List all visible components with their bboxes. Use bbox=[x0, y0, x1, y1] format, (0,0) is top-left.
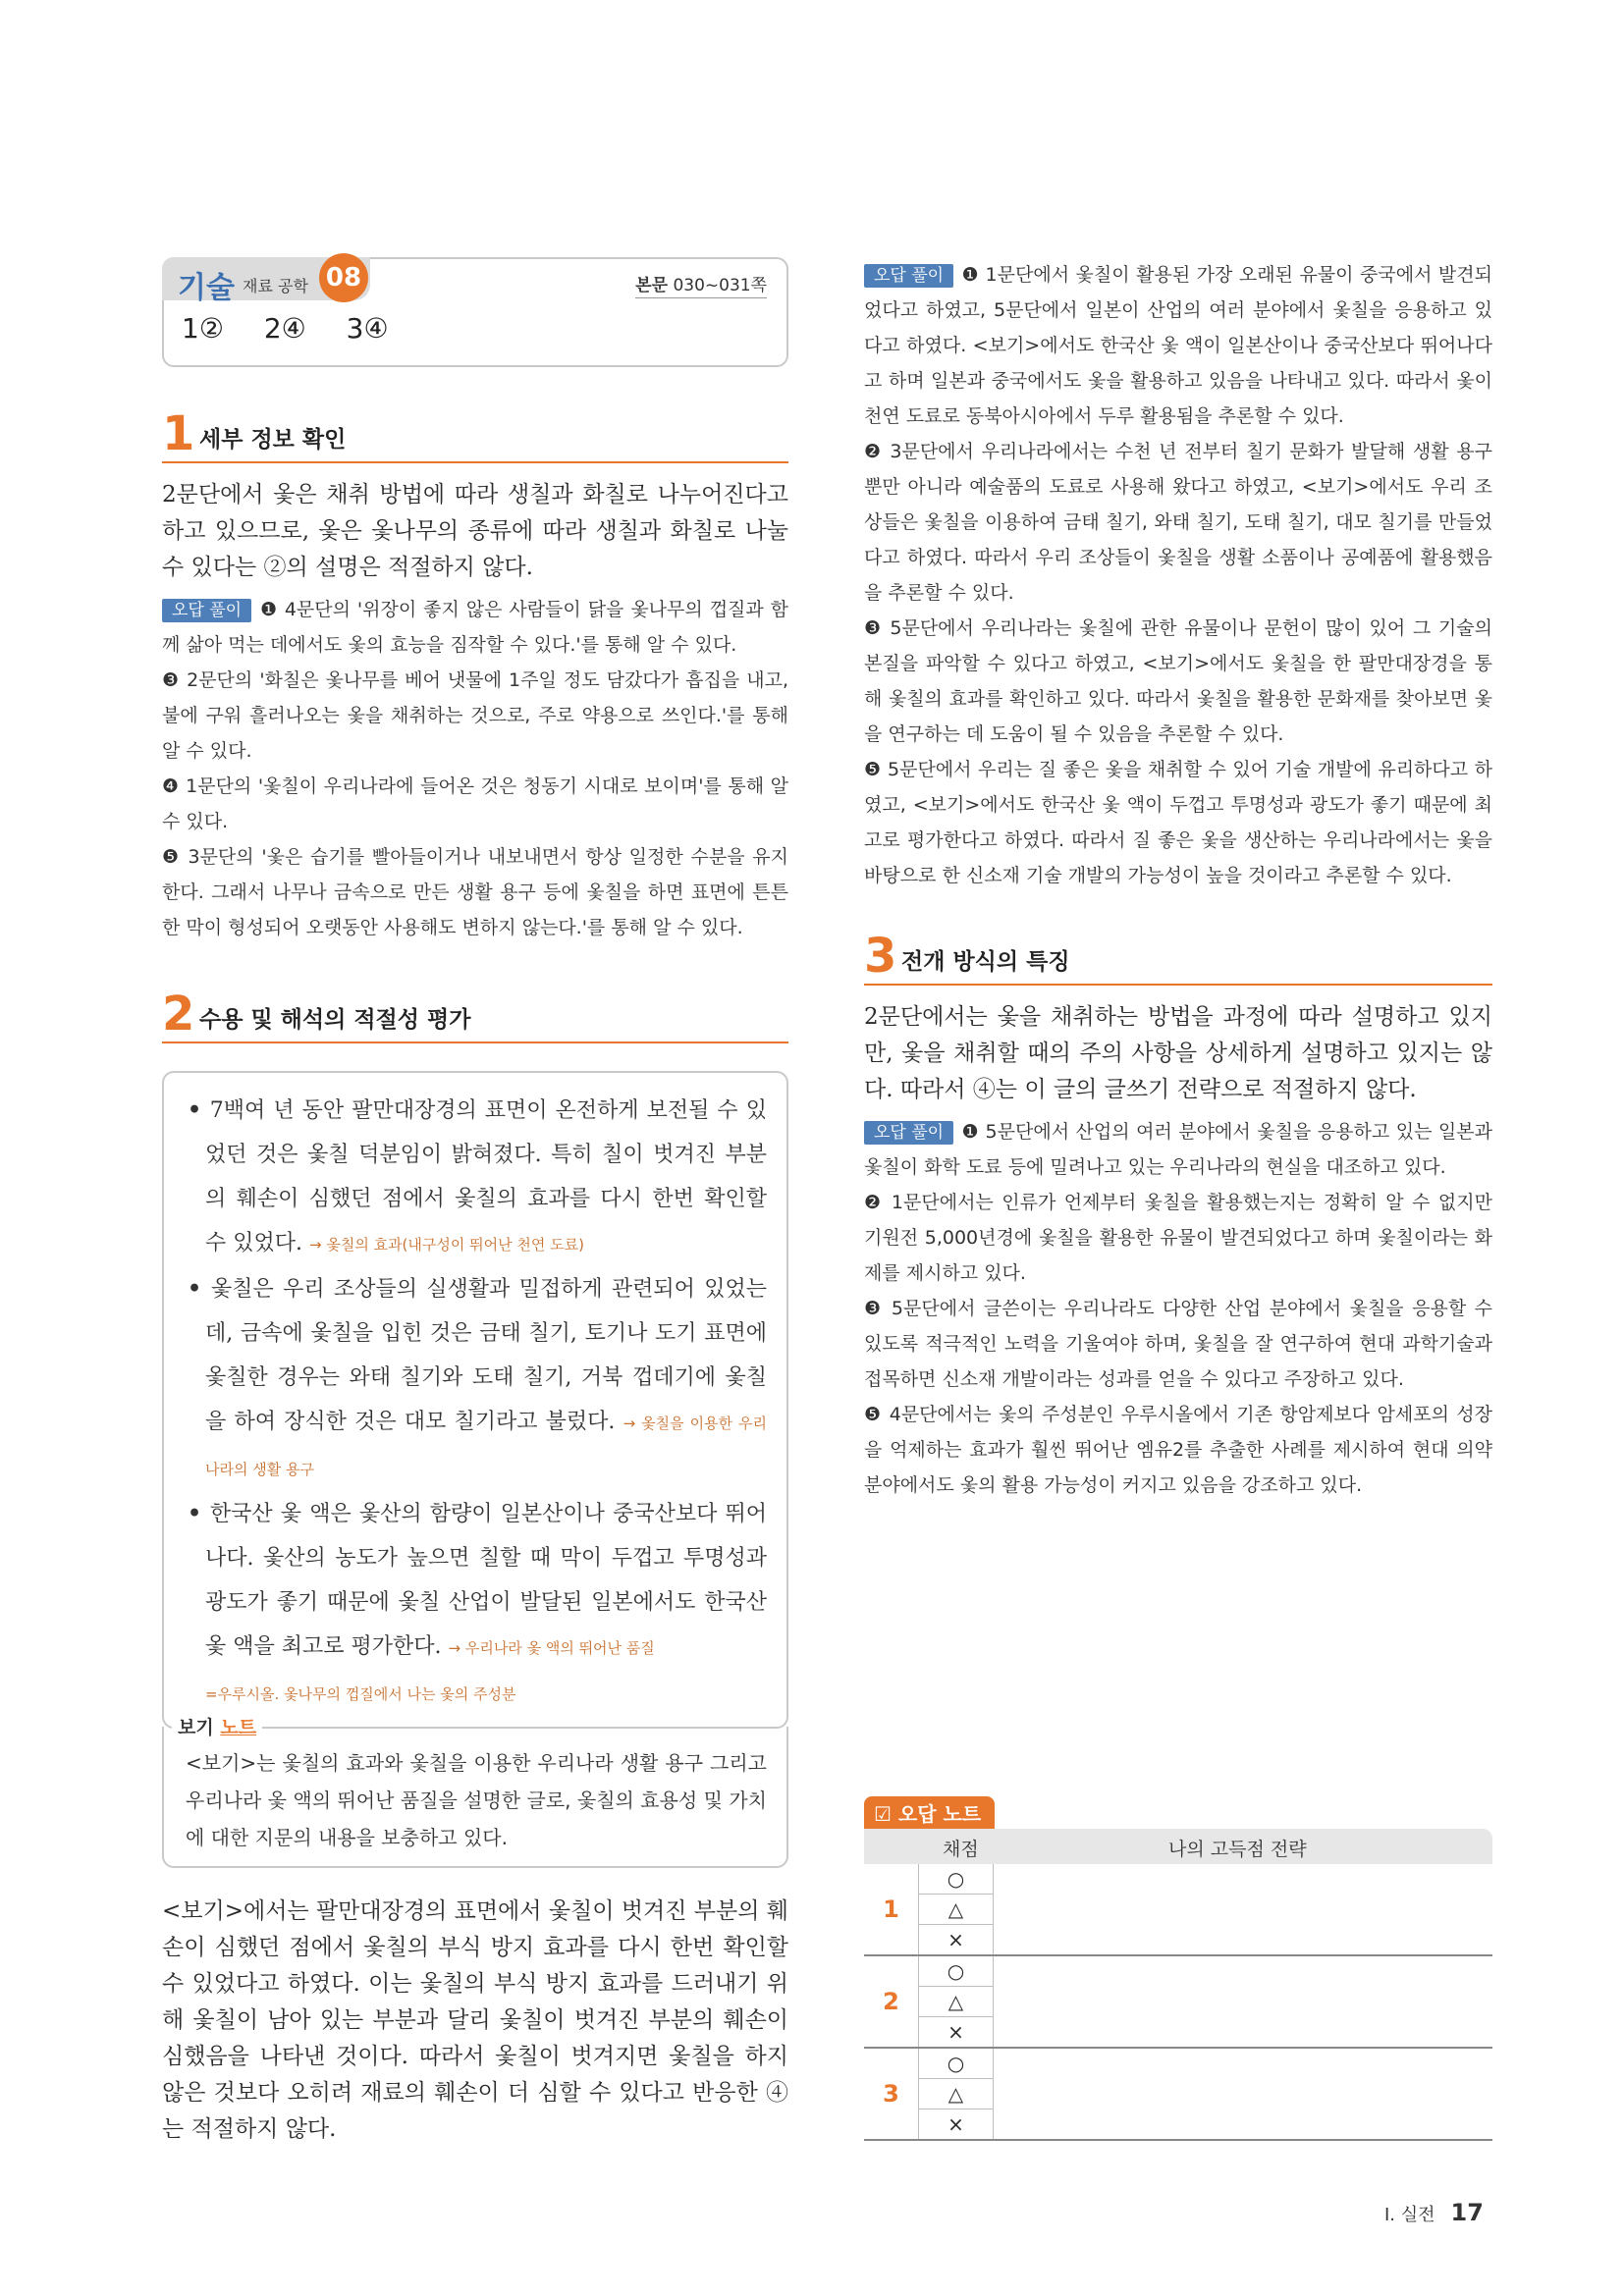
bogi-note-text: <보기>는 옻칠의 효과와 옻칠을 이용한 우리나라 생활 용구 그리고 우리나라 옻 액의 뛰어난 품질을 설명한 글로, 옻칠의 효용성 및 가치에 대한 지문의 내용을 보충하고 있다. bbox=[186, 1751, 767, 1849]
q1-item-1: ❶ 4문단의 '위장이 좋지 않은 사람들이 닭을 옻나무의 껍질과 함께 삶아 먹는 데에서도 옻의 효능을 짐작할 수 있다.'를 통해 알 수 있다. bbox=[162, 599, 788, 656]
q3-item-2: ❷ 1문단에서는 인류가 언제부터 옻칠을 활용했는지는 정확히 알 수 없지만 기원전 5,000년경에 옻칠을 활용한 유물이 발견되었다고 하며 옻칠이라는 화제를 제시하고 있다. bbox=[864, 1192, 1492, 1284]
q1-wrong-badge: 오답 풀이 bbox=[162, 599, 251, 622]
q2-heading bbox=[162, 987, 788, 1043]
answer-key bbox=[182, 312, 420, 345]
bogi-item-2: • 옻칠은 우리 조상들의 실생활과 밀접하게 관련되어 있었는데, 금속에 옻칠을 입힌 것은 금태 칠기, 토기나 도기 표면에 옻칠한 경우는 와태 칠기와 도태 칠기, 거북 껍데기에 옻칠을 하여 장식한 것은 대모 칠기라고 불렀다. → 옻칠을 이용한 우리나라의 생활 용구 bbox=[188, 1276, 768, 1478]
q1-explanation: 2문단에서 옻은 채취 방법에 따라 생칠과 화칠로 나누어진다고 하고 있으므로, 옻은 옻나무의 종류에 따라 생칠과 화칠로 나눌 수 있다는 ②의 설명은 적절하지 않다. bbox=[162, 482, 788, 580]
q3-heading bbox=[864, 929, 1492, 986]
col-scoring: 채점 bbox=[943, 1839, 979, 1860]
answer-header-box bbox=[162, 257, 788, 367]
q3-title: 전개 방식의 특징 bbox=[901, 949, 1070, 975]
q3-wrong-badge: 오답 풀이 bbox=[864, 1121, 953, 1145]
bogi-anno-1: → 옻칠의 효과(내구성이 뛰어난 천연 도료) bbox=[309, 1236, 584, 1254]
row-2-label: 2 bbox=[864, 1955, 919, 2048]
bogi-anno-3: → 우리나라 옻 액의 뛰어난 품질 bbox=[448, 1639, 655, 1657]
mark-circle[interactable]: ○ bbox=[919, 2048, 994, 2079]
strategy-cell-1[interactable] bbox=[994, 1864, 1493, 1955]
answer-3: 3④ bbox=[346, 312, 389, 345]
q2-wrong-answers bbox=[864, 257, 1492, 893]
subject-subtitle: 재료 공학 bbox=[243, 277, 308, 295]
mark-triangle[interactable]: △ bbox=[919, 2079, 994, 2109]
wrong-note-header bbox=[864, 1829, 1492, 1864]
wrong-note-table bbox=[864, 1864, 1492, 2141]
strategy-cell-3[interactable] bbox=[994, 2048, 1493, 2140]
q2-wrong-badge: 오답 풀이 bbox=[864, 264, 953, 288]
right-column bbox=[864, 257, 1492, 1503]
bogi-anno-4: =우루시올. 옻나무의 껍질에서 나는 옻의 주성분 bbox=[205, 1685, 516, 1703]
row-3-label: 3 bbox=[864, 2048, 919, 2140]
q2-item-1: ❶ 1문단에서 옻칠이 활용된 가장 오래된 유물이 중국에서 발견되었다고 하였고, 5문단에서 일본이 산업의 여러 분야에서 옻칠을 응용하고 있다고 하였다. <보기>에서도 한국산 옻 액이 일본산이나 중국산보다 뛰어나다고 하며 일본과 중국에서도 옻을 활용하고 있음을 나타내고 있다. 따라서 옻이 천연 도료로 동북아시아에서 두루 활용됨을 추론할 수 있다. bbox=[864, 264, 1492, 427]
q2-item-4: ❺ 5문단에서 우리는 질 좋은 옻을 채취할 수 있어 기술 개발에 유리하다고 하였고, <보기>에서도 한국산 옻 액이 두껍고 투명성과 광도가 좋기 때문에 최고로 평가한다고 하였다. 따라서 질 좋은 옻을 생산하는 우리나라에서는 옻을 바탕으로 한 신소재 기술 개발의 가능성이 높을 것이라고 추론할 수 있다. bbox=[864, 759, 1492, 886]
q3-number: 3 bbox=[864, 929, 897, 984]
q1-item-4: ❺ 3문단의 '옻은 습기를 빨아들이거나 내보내면서 항상 일정한 수분을 유지한다. 그래서 나무나 금속으로 만든 생활 용구 등에 옻칠을 하면 표면에 튼튼한 막이 형성되어 오랫동안 사용해도 변하지 않는다.'를 통해 알 수 있다. bbox=[162, 846, 788, 938]
bogi-item-3: • 한국산 옻 액은 옻산의 함량이 일본산이나 중국산보다 뛰어나다. 옻산의 농도가 높으면 칠할 때 막이 두껍고 투명성과 광도가 좋기 때문에 옻칠 산업이 발달된 일본에서도 한국산 옻 액을 최고로 평가한다. → 우리나라 옻 액의 뛰어난 품질 =우루시올. 옻나무의 껍질에서 나는 옻의 주성분 bbox=[188, 1501, 767, 1703]
mark-circle[interactable]: ○ bbox=[919, 1955, 994, 1987]
bogi-note-label: 보기 노트 bbox=[172, 1713, 262, 1739]
mark-triangle[interactable]: △ bbox=[919, 1895, 994, 1925]
mark-circle[interactable]: ○ bbox=[919, 1864, 994, 1895]
q1-title: 세부 정보 확인 bbox=[199, 427, 347, 453]
page-number: 17 bbox=[1450, 2199, 1484, 2226]
q2-number: 2 bbox=[162, 987, 195, 1041]
wrong-answer-note bbox=[864, 1796, 1492, 2141]
left-column bbox=[162, 257, 788, 2154]
col-strategy: 나의 고득점 전략 bbox=[1168, 1839, 1307, 1860]
bogi-anno-2: → 옻칠을 이용한 우리나라의 생활 용구 bbox=[205, 1415, 768, 1478]
q2-item-2: ❷ 3문단에서 우리나라에서는 수천 년 전부터 칠기 문화가 발달해 생활 용구뿐만 아니라 예술품의 도료로 사용해 왔다고 하였고, <보기>에서도 우리 조상들은 옻칠을 이용하여 금태 칠기, 와태 칠기, 도태 칠기, 대모 칠기를 만들었다고 하였다. 따라서 우리 조상들이 옻칠을 생활 소품이나 공예품에 활용했음을 추론할 수 있다. bbox=[864, 441, 1492, 604]
q3-item-4: ❺ 4문단에서는 옻의 주성분인 우루시올에서 기존 항암제보다 암세포의 성장을 억제하는 효과가 훨씬 뛰어난 엠유2를 추출한 사례를 제시하여 현대 의약 분야에서도 옻의 활용 가능성이 커지고 있음을 강조하고 있다. bbox=[864, 1404, 1492, 1496]
q1-number: 1 bbox=[162, 406, 195, 461]
answer-2: 2④ bbox=[263, 312, 306, 345]
mark-cross[interactable]: × bbox=[919, 1925, 994, 1956]
mark-triangle[interactable]: △ bbox=[919, 1987, 994, 2017]
q3-explanation: 2문단에서는 옻을 채취하는 방법을 과정에 따라 설명하고 있지만, 옻을 채취할 때의 주의 사항을 상세하게 설명하고 있지는 않다. 따라서 ④는 이 글의 글쓰기 전략으로 적절하지 않다. bbox=[864, 1004, 1492, 1102]
bogi-note-box bbox=[162, 1717, 788, 1868]
subject-title: 기술 bbox=[178, 271, 235, 305]
q2-explanation: <보기>에서는 팔만대장경의 표면에서 옻칠이 벗겨진 부분의 훼손이 심했던 점에서 옻칠의 부식 방지 효과를 다시 한번 확인할 수 있었다고 하였다. 이는 옻칠의 부식 방지 효과를 드러내기 위해 옻칠이 남아 있는 부분과 달리 옻칠이 벗겨진 부분의 훼손이 심했음을 나타낸 것이다. 따라서 옻칠이 벗겨지면 옻칠을 하지 않은 것보다 오히려 재료의 훼손이 더 심할 수 있다고 반응한 ④는 적절하지 않다. bbox=[162, 1898, 788, 2142]
q2-item-3: ❸ 5문단에서 우리나라는 옻칠에 관한 유물이나 문헌이 많이 있어 그 기술의 본질을 파악할 수 있다고 하였고, <보기>에서도 옻칠을 한 팔만대장경을 통해 옻칠의 효과를 확인하고 있다. 따라서 옻칠을 활용한 문화재를 찾아보면 옻을 연구하는 데 도움이 될 수 있음을 추론할 수 있다. bbox=[864, 617, 1492, 745]
mark-cross[interactable]: × bbox=[919, 2017, 994, 2049]
strategy-cell-2[interactable] bbox=[994, 1955, 1493, 2048]
q2-title: 수용 및 해석의 적절성 평가 bbox=[199, 1007, 471, 1033]
page-reference: 본문 030~031쪽 bbox=[635, 271, 767, 298]
q1-wrong-answers bbox=[162, 592, 788, 945]
bogi-box bbox=[162, 1071, 788, 1729]
mark-cross[interactable]: × bbox=[919, 2109, 994, 2141]
row-1-label: 1 bbox=[864, 1864, 919, 1955]
lesson-number-badge: 08 bbox=[319, 253, 368, 302]
footer-section: I. 실전 bbox=[1384, 2205, 1435, 2225]
q1-item-3: ❹ 1문단의 '옻칠이 우리나라에 들어온 것은 청동기 시대로 보이며'를 통해 알 수 있다. bbox=[162, 775, 788, 832]
page-footer bbox=[1384, 2199, 1484, 2226]
bogi-item-1: • 7백여 년 동안 팔만대장경의 표면이 온전하게 보전될 수 있었던 것은 옻칠 덕분임이 밝혀졌다. 특히 칠이 벗겨진 부분의 훼손이 심했던 점에서 옻칠의 효과를 다시 한번 확인할 수 있었다. → 옻칠의 효과(내구성이 뛰어난 천연 도료) bbox=[188, 1097, 767, 1255]
q3-item-3: ❸ 5문단에서 글쓴이는 우리나라도 다양한 산업 분야에서 옻칠을 응용할 수 있도록 적극적인 노력을 기울여야 하며, 옻칠을 잘 연구하여 현대 과학기술과 접목하면 신소재 개발이라는 성과를 얻을 수 있다고 주장하고 있다. bbox=[864, 1298, 1492, 1390]
answer-1: 1② bbox=[182, 312, 224, 345]
q3-wrong-answers bbox=[864, 1114, 1492, 1503]
wrong-note-tab: ☑ 오답 노트 bbox=[864, 1796, 995, 1829]
q1-heading bbox=[162, 406, 788, 463]
q1-item-2: ❸ 2문단의 '화칠은 옻나무를 베어 냇물에 1주일 정도 담갔다가 흡집을 내고, 불에 구워 흘러나오는 옻을 채취하는 것으로, 주로 약용으로 쓰인다.'를 통해 알 수 있다. bbox=[162, 669, 788, 762]
q3-item-1: ❶ 5문단에서 산업의 여러 분야에서 옻칠을 응용하고 있는 일본과 옻칠이 화학 도료 등에 밀려나고 있는 우리나라의 현실을 대조하고 있다. bbox=[864, 1121, 1492, 1178]
